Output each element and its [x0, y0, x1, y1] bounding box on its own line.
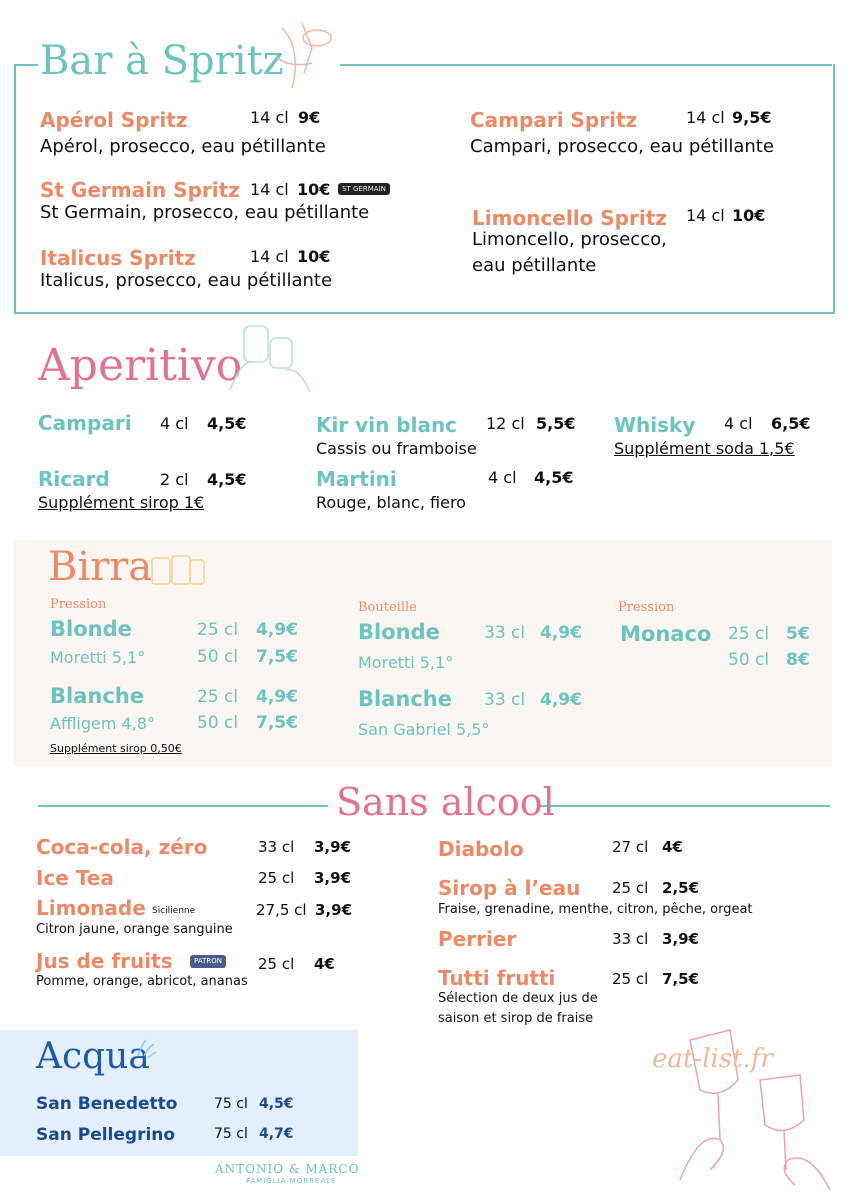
bottle-blonde-vol: 33 cl — [484, 623, 526, 643]
spritz-frame-top-left — [14, 64, 38, 66]
beer-blonde-price1: 4,9€ — [256, 620, 298, 640]
bottle-blonde-name: Blonde — [358, 620, 440, 644]
monaco-price2: 8€ — [786, 650, 810, 670]
limonade-desc: Citron jaune, orange sanguine — [36, 922, 233, 937]
limonade-name: Limonade — [36, 896, 146, 920]
stgermain-badge: ST GERMAIN — [338, 183, 390, 195]
acqua-title: Acqua — [36, 1036, 150, 1077]
whisky-vol: 4 cl — [724, 414, 753, 433]
beer-blonde-vol1: 25 cl — [197, 620, 239, 640]
campari-name: Campari — [38, 411, 132, 435]
ricard-price: 4,5€ — [207, 470, 247, 489]
kir-desc: Cassis ou framboise — [316, 439, 477, 458]
san-pellegrino-vol: 75 cl — [214, 1126, 248, 1142]
beer-mugs-icon — [148, 550, 208, 588]
san-benedetto-vol: 75 cl — [214, 1096, 248, 1112]
birra-title: Birra — [48, 544, 153, 590]
limoncello-price: 10€ — [732, 206, 766, 225]
coca-vol: 33 cl — [258, 838, 295, 856]
aperol-vol: 14 cl — [250, 108, 289, 127]
aperol-desc: Apérol, prosecco, eau pétillante — [40, 136, 326, 157]
limonade-vol: 27,5 cl — [256, 901, 307, 919]
italicus-desc: Italicus, prosecco, eau pétillante — [40, 270, 333, 291]
limoncello-desc-line1: Limoncello, prosecco, — [472, 229, 667, 250]
bouteille-label: Bouteille — [358, 600, 417, 615]
bottle-blanche-name: Blanche — [358, 687, 452, 711]
whisky-price: 6,5€ — [771, 414, 811, 433]
beer-blanche-price2: 7,5€ — [256, 713, 298, 733]
beer-blanche-vol2: 50 cl — [197, 713, 239, 733]
perrier-vol: 33 cl — [612, 930, 649, 948]
tutti-desc-line1: Sélection de deux jus de — [438, 991, 598, 1006]
stgermain-name: St Germain Spritz — [40, 178, 240, 202]
tutti-vol: 25 cl — [612, 970, 649, 988]
beer-blanche-name: Blanche — [50, 684, 144, 708]
beer-blonde-sub: Moretti 5,1° — [50, 648, 146, 667]
diabolo-name: Diabolo — [438, 837, 524, 861]
campari-spritz-name: Campari Spritz — [470, 108, 638, 132]
sans-alcool-title: Sans alcool — [336, 780, 555, 824]
beer-blonde-name: Blonde — [50, 617, 132, 641]
campari-vol: 4 cl — [160, 414, 189, 433]
aperol-name: Apérol Spritz — [40, 108, 188, 132]
icetea-vol: 25 cl — [258, 869, 295, 887]
san-benedetto-name: San Benedetto — [36, 1094, 178, 1114]
bottle-blanche-vol: 33 cl — [484, 690, 526, 710]
sirop-desc: Fraise, grenadine, menthe, citron, pêche, orgeat — [438, 902, 753, 917]
monaco-vol1: 25 cl — [728, 624, 770, 644]
stgermain-vol: 14 cl — [250, 180, 289, 199]
monaco-name: Monaco — [620, 622, 712, 646]
whisky-note: Supplément soda 1,5€ — [614, 439, 795, 458]
aperitivo-title: Aperitivo — [38, 340, 243, 391]
monaco-vol2: 50 cl — [728, 650, 770, 670]
beer-blanche-sub: Affligem 4,8° — [50, 714, 155, 733]
kir-vol: 12 cl — [486, 414, 525, 433]
limoncello-name: Limoncello Spritz — [472, 206, 667, 230]
diabolo-vol: 27 cl — [612, 838, 649, 856]
monaco-price1: 5€ — [786, 624, 810, 644]
sans-alcool-rule-left — [38, 805, 328, 807]
icetea-price: 3,9€ — [314, 869, 352, 887]
ricard-note: Supplément sirop 1€ — [38, 493, 205, 512]
sirop-name: Sirop à l’eau — [438, 876, 581, 900]
stgermain-price: 10€ — [297, 180, 331, 199]
jus-name: Jus de fruits — [36, 949, 173, 973]
san-pellegrino-price: 4,7€ — [259, 1126, 294, 1142]
italicus-name: Italicus Spritz — [40, 246, 196, 270]
coca-price: 3,9€ — [314, 838, 352, 856]
bottle-blonde-price: 4,9€ — [540, 623, 582, 643]
whisky-name: Whisky — [614, 413, 696, 437]
footer-sub: FAMIGLIA MORREALE — [246, 1177, 337, 1185]
pression-label-2: Pression — [618, 600, 675, 615]
ricard-name: Ricard — [38, 467, 110, 491]
spritz-glass-illustration — [262, 18, 342, 98]
campari-spritz-desc: Campari, prosecco, eau pétillante — [470, 136, 774, 157]
beer-blonde-vol2: 50 cl — [197, 647, 239, 667]
sans-alcool-rule-right — [538, 805, 830, 807]
italicus-price: 10€ — [297, 247, 331, 266]
limoncello-desc-line2: eau pétillante — [472, 255, 597, 276]
ricard-vol: 2 cl — [160, 470, 189, 489]
perrier-price: 3,9€ — [662, 930, 700, 948]
tutti-desc-line2: saison et sirop de fraise — [438, 1011, 594, 1026]
martini-name: Martini — [316, 467, 397, 491]
sirop-price: 2,5€ — [662, 879, 700, 897]
bottle-blanche-sub: San Gabriel 5,5° — [358, 720, 490, 739]
stgermain-desc: St Germain, prosecco, eau pétillante — [40, 202, 370, 223]
beer-blonde-price2: 7,5€ — [256, 647, 298, 667]
coca-name: Coca-cola, zéro — [36, 835, 208, 859]
campari-spritz-vol: 14 cl — [686, 108, 725, 127]
limonade-tag: Sicilienne — [152, 906, 196, 916]
water-splash-icon — [134, 1036, 158, 1060]
jus-price: 4€ — [314, 955, 335, 973]
tutti-price: 7,5€ — [662, 970, 700, 988]
spritz-title: Bar à Spritz — [40, 38, 284, 84]
martini-desc: Rouge, blanc, fiero — [316, 493, 466, 512]
kir-name: Kir vin blanc — [316, 413, 458, 437]
beer-blanche-vol1: 25 cl — [197, 687, 239, 707]
bottle-blanche-price: 4,9€ — [540, 690, 582, 710]
martini-price: 4,5€ — [534, 468, 574, 487]
bottle-blonde-sub: Moretti 5,1° — [358, 653, 454, 672]
aperol-price: 9€ — [298, 108, 321, 127]
campari-spritz-price: 9,5€ — [732, 108, 772, 127]
jus-vol: 25 cl — [258, 955, 295, 973]
jus-desc: Pomme, orange, abricot, ananas — [36, 974, 248, 989]
san-pellegrino-name: San Pellegrino — [36, 1125, 176, 1145]
pression-label-1: Pression — [50, 597, 107, 612]
watermark: eat-list.fr — [652, 1044, 773, 1074]
tutti-name: Tutti frutti — [438, 966, 556, 990]
campari-price: 4,5€ — [207, 414, 247, 433]
diabolo-price: 4€ — [662, 838, 683, 856]
italicus-vol: 14 cl — [250, 247, 289, 266]
footer-brand: ANTONIO & MARCO — [215, 1162, 360, 1176]
san-benedetto-price: 4,5€ — [259, 1096, 294, 1112]
jus-badge: PATRON — [190, 955, 226, 968]
sirop-vol: 25 cl — [612, 879, 649, 897]
perrier-name: Perrier — [438, 927, 517, 951]
beer-blanche-price1: 4,9€ — [256, 687, 298, 707]
kir-price: 5,5€ — [536, 414, 576, 433]
limonade-price: 3,9€ — [315, 901, 353, 919]
limoncello-vol: 14 cl — [686, 206, 725, 225]
martini-vol: 4 cl — [488, 468, 517, 487]
icetea-name: Ice Tea — [36, 866, 114, 890]
aperitivo-glasses-illustration — [222, 320, 318, 400]
beer-sirop-note: Supplément sirop 0,50€ — [50, 742, 182, 755]
spritz-frame-top-right — [340, 64, 832, 66]
